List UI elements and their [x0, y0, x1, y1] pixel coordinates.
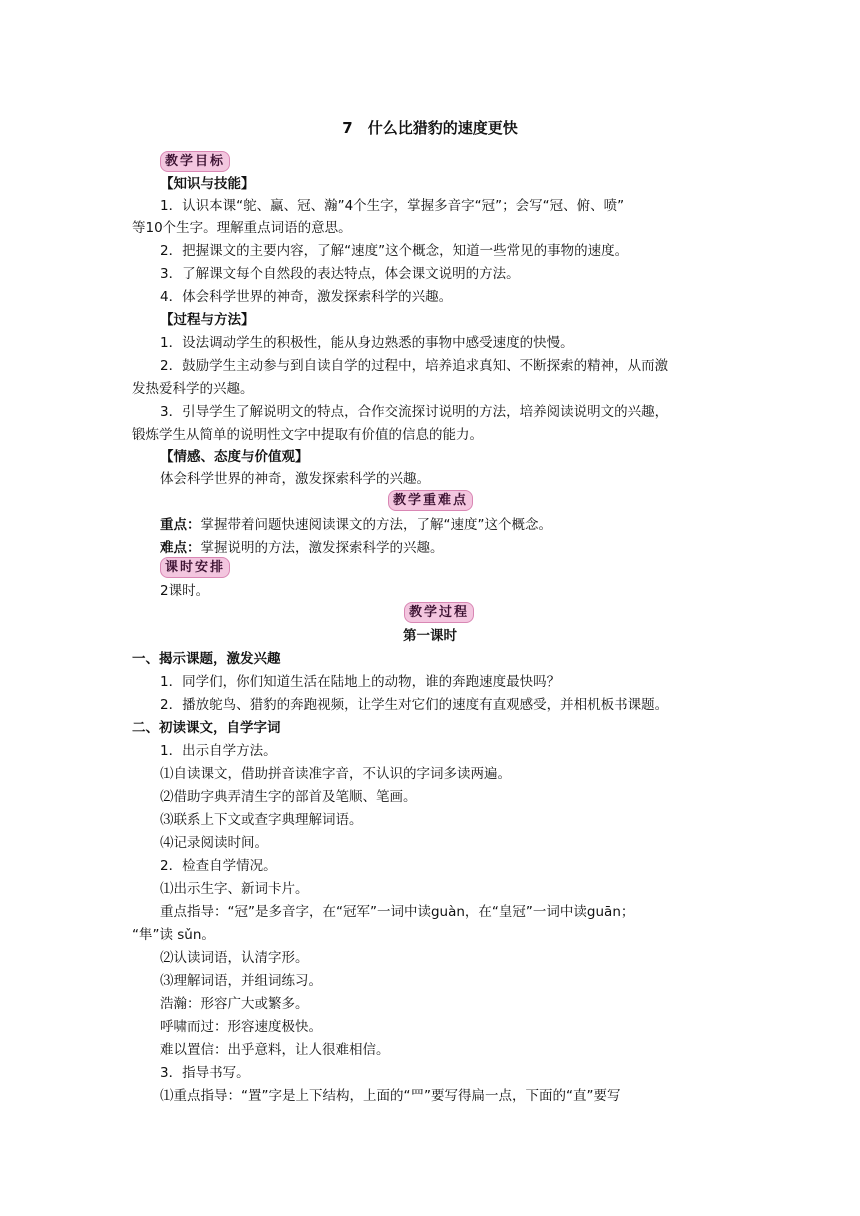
heading-process-methods: 【过程与方法】 — [160, 312, 255, 328]
goal-k1-line2: 等10个生字。理解重点词语的意思。 — [132, 220, 352, 236]
section-2-item-2c: ⑶理解词语，并组词练习。 — [160, 973, 322, 989]
heading-knowledge-skills: 【知识与技能】 — [160, 176, 255, 192]
section-1-heading: 一、揭示课题，激发兴趣 — [132, 651, 281, 667]
focus-text: 掌握带着问题快速阅读课文的方法，了解“速度”这个概念。 — [200, 517, 552, 533]
section-1-item-1: 1．同学们，你们知道生活在陆地上的动物，谁的奔跑速度最快吗？ — [160, 674, 561, 690]
word-definition-3: 难以置信：出乎意料，让人很难相信。 — [160, 1042, 390, 1058]
badge-teaching-process: 教学过程 — [404, 602, 474, 623]
word-definition-2: 呼啸而过：形容速度极快。 — [160, 1019, 322, 1035]
section-2-note-line1: 重点指导：“冠”是多音字，在“冠军”一词中读guàn，在“皇冠”一词中读guān； — [160, 904, 635, 920]
goal-k2: 2．把握课文的主要内容，了解“速度”这个概念，知道一些常见的事物的速度。 — [160, 243, 629, 259]
goal-p3-line2: 锻炼学生从简单的说明性文字中提取有价值的信息的能力。 — [132, 427, 483, 443]
difficulty-text: 掌握说明的方法，激发探索科学的兴趣。 — [200, 540, 444, 556]
section-2-item-1c: ⑶联系上下文或查字典理解词语。 — [160, 812, 363, 828]
section-2-item-1b: ⑵借助字典弄清生字的部首及笔顺、笔画。 — [160, 789, 417, 805]
goal-p1: 1．设法调动学生的积极性，能从身边熟悉的事物中感受速度的快慢。 — [160, 335, 574, 351]
schedule-text: 2课时。 — [160, 583, 210, 599]
section-2-note-line2: “隼”读 sǔn。 — [132, 927, 215, 943]
word-definition-1: 浩瀚：形容广大或繁多。 — [160, 996, 309, 1012]
key-point-focus — [160, 514, 552, 536]
goal-k1-line1: 1．认识本课“鸵、赢、冠、瀚”4个生字，掌握多音字“冠”；会写“冠、俯、喷” — [160, 198, 625, 214]
lesson-title: 7 什么比猎豹的速度更快 — [342, 119, 518, 137]
section-2-item-1a: ⑴自读课文，借助拼音读准字音，不认识的字词多读两遍。 — [160, 766, 511, 782]
section-2-item-2b: ⑵认读词语，认清字形。 — [160, 950, 309, 966]
focus-label: 重点： — [160, 517, 201, 533]
section-2-item-1: 1．出示自学方法。 — [160, 743, 277, 759]
section-1-item-2: 2．播放鸵鸟、猎豹的奔跑视频，让学生对它们的速度有直观感受，并相机板书课题。 — [160, 697, 669, 713]
section-2-heading: 二、初读课文，自学字词 — [132, 720, 281, 736]
goal-p2-line1: 2．鼓励学生主动参与到自读自学的过程中，培养追求真知、不断探索的精神，从而激 — [160, 358, 669, 374]
key-point-difficulty — [160, 537, 444, 559]
section-2-item-1d: ⑷记录阅读时间。 — [160, 835, 268, 851]
badge-schedule: 课时安排 — [160, 557, 230, 578]
section-2-item-3a: ⑴重点指导：“置”字是上下结构，上面的“罒”要写得扁一点，下面的“直”要写 — [160, 1088, 621, 1104]
heading-emotion-values: 【情感、态度与价值观】 — [160, 449, 309, 465]
section-2-item-2: 2．检查自学情况。 — [160, 858, 277, 874]
badge-key-points: 教学重难点 — [388, 490, 473, 511]
section-2-item-3: 3．指导书写。 — [160, 1065, 250, 1081]
goal-p2-line2: 发热爱科学的兴趣。 — [132, 381, 254, 397]
difficulty-label: 难点： — [160, 540, 201, 556]
goal-k4: 4．体会科学世界的神奇，激发探索科学的兴趣。 — [160, 289, 453, 305]
lesson-one-title: 第一课时 — [403, 628, 457, 644]
goal-p3-line1: 3．引导学生了解说明文的特点，合作交流探讨说明的方法，培养阅读说明文的兴趣， — [160, 404, 669, 420]
badge-teaching-goals: 教学目标 — [160, 151, 230, 172]
section-2-item-2a: ⑴出示生字、新词卡片。 — [160, 881, 309, 897]
goal-e1: 体会科学世界的神奇，激发探索科学的兴趣。 — [160, 471, 430, 487]
goal-k3: 3．了解课文每个自然段的表达特点，体会课文说明的方法。 — [160, 266, 520, 282]
